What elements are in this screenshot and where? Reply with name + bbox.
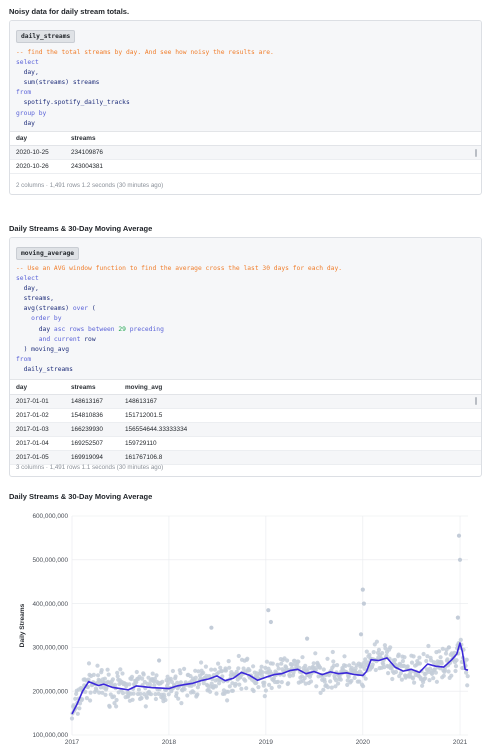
- scatter-point: [353, 676, 357, 680]
- column-header[interactable]: day: [16, 384, 28, 391]
- column-header[interactable]: streams: [71, 384, 96, 391]
- scatter-point: [166, 681, 170, 685]
- scatter-point: [237, 654, 241, 658]
- code-token: asc rows between: [53, 325, 119, 333]
- scatter-point: [138, 692, 142, 696]
- scatter-point: [185, 693, 189, 697]
- code-line: [16, 355, 342, 365]
- sql-code[interactable]: [16, 48, 274, 129]
- scatter-point: [305, 637, 309, 641]
- scatter-point: [214, 684, 218, 688]
- scatter-point: [394, 670, 398, 674]
- query-name-tag[interactable]: moving_average: [16, 247, 79, 260]
- scatter-point: [152, 683, 156, 687]
- scatter-point: [300, 655, 304, 659]
- scatter-point: [225, 698, 229, 702]
- scatter-point: [209, 626, 213, 630]
- code-line: [16, 335, 342, 345]
- y-tick-label: 500,000,000: [32, 557, 68, 564]
- scatter-point: [176, 697, 180, 701]
- scatter-point: [325, 657, 329, 661]
- scatter-point: [120, 671, 124, 675]
- code-token: daily_streams: [16, 365, 73, 373]
- sql-code[interactable]: [16, 264, 342, 375]
- y-tick-label: 600,000,000: [32, 513, 68, 521]
- scatter-point: [89, 691, 93, 695]
- scatter-point: [142, 672, 146, 676]
- code-token: sum(streams) streams: [16, 79, 100, 87]
- scatter-point: [437, 649, 441, 653]
- y-tick-label: 200,000,000: [32, 688, 68, 696]
- scatter-point: [100, 668, 104, 672]
- scatter-point: [445, 657, 449, 661]
- query-cell-moving-average[interactable]: [9, 237, 482, 477]
- scatter-point: [263, 694, 267, 698]
- scatter-point: [103, 677, 107, 681]
- code-token: day,: [16, 285, 39, 293]
- scatter-point: [106, 668, 110, 672]
- code-token: day: [16, 325, 54, 333]
- scatter-point: [383, 646, 387, 650]
- code-line: [16, 68, 274, 78]
- scatter-point: [231, 689, 235, 693]
- table-cell: 166239930: [71, 426, 103, 433]
- scatter-point: [423, 676, 427, 680]
- scatter-point: [412, 654, 416, 658]
- scatter-point: [227, 666, 231, 670]
- scatter-point: [160, 680, 164, 684]
- scatter-point: [88, 698, 92, 702]
- scatter-point: [335, 663, 339, 667]
- scatter-point: [92, 673, 96, 677]
- scatter-point: [127, 682, 131, 686]
- table-cell: 159729110: [125, 440, 157, 447]
- table-row[interactable]: [10, 160, 481, 174]
- code-line: [16, 88, 274, 98]
- scatter-point: [401, 659, 405, 663]
- scatter-point: [214, 692, 218, 696]
- scatter-point: [399, 671, 403, 675]
- scatter-point: [213, 668, 217, 672]
- scatter-point: [464, 671, 468, 675]
- x-tick-label: 2018: [161, 739, 177, 746]
- table-cell: 243004381: [71, 163, 103, 170]
- scatter-point: [140, 696, 144, 700]
- x-tick-label: 2021: [452, 739, 468, 746]
- scatter-point: [447, 645, 451, 649]
- scatter-point: [154, 697, 158, 701]
- scatter-point: [174, 674, 178, 678]
- code-token: -- find the total streams by day. And see how noisy the results are.: [16, 49, 274, 56]
- table-cell: 2017-01-03: [16, 426, 49, 433]
- table-cell: 169919094: [71, 454, 103, 461]
- scatter-point: [365, 650, 369, 654]
- table-header: [10, 132, 481, 146]
- scatter-point: [252, 689, 256, 693]
- result-footer: 3 columns · 1,491 rows 1.1 seconds (30 minutes ago): [16, 464, 164, 471]
- scatter-point: [224, 668, 228, 672]
- scatter-point: [309, 679, 313, 683]
- scatter-point: [285, 658, 289, 662]
- scatter-point: [455, 658, 459, 662]
- scatter-point: [108, 705, 112, 709]
- scatter-point: [171, 669, 175, 673]
- scatter-point: [131, 698, 135, 702]
- scatter-point: [114, 704, 118, 708]
- scatter-point: [314, 684, 318, 688]
- scatter-points: [70, 534, 470, 721]
- code-token: from: [16, 355, 32, 363]
- scatter-point: [135, 670, 139, 674]
- scatter-point: [377, 648, 381, 652]
- scatter-point: [397, 653, 401, 657]
- scatter-point: [330, 686, 334, 690]
- scatter-point: [434, 671, 438, 675]
- code-token: row: [84, 335, 96, 343]
- table-cell: 148613167: [125, 398, 157, 405]
- scatter-point: [441, 647, 445, 651]
- x-tick-label: 2017: [64, 739, 80, 746]
- code-line: [16, 294, 342, 304]
- scatter-point: [361, 684, 365, 688]
- scatter-point: [151, 672, 155, 676]
- scatter-point: [384, 654, 388, 658]
- scatter-point: [454, 664, 458, 668]
- scatter-point: [154, 673, 158, 677]
- table-header: [10, 381, 481, 395]
- scatter-point: [328, 679, 332, 683]
- scatter-point: [418, 661, 422, 665]
- table-cell: 148613167: [71, 398, 103, 405]
- code-editor[interactable]: [10, 238, 481, 380]
- result-scrollbar[interactable]: [475, 149, 477, 157]
- scatter-point: [339, 678, 343, 682]
- scatter-point: [344, 664, 348, 668]
- scatter-point: [402, 655, 406, 659]
- scatter-point: [130, 675, 134, 679]
- scatter-point: [112, 694, 116, 698]
- code-token: -- Use an AVG window function to find the average cross the last 30 days for each day.: [16, 265, 343, 272]
- table-cell: 156554644.33333334: [125, 426, 188, 433]
- result-table: [10, 132, 481, 174]
- code-line: [16, 325, 342, 335]
- code-line: [16, 109, 274, 119]
- scatter-point: [194, 676, 198, 680]
- code-line: [16, 58, 274, 68]
- scatter-point: [465, 683, 469, 687]
- scatter-point: [264, 688, 268, 692]
- scatter-point: [243, 679, 247, 683]
- scatter-point: [458, 558, 462, 562]
- section-title-chart: Daily Streams & 30-Day Moving Average: [9, 492, 153, 501]
- table-row[interactable]: [10, 451, 481, 465]
- scatter-point: [239, 687, 243, 691]
- code-token: day: [16, 119, 35, 127]
- code-line: [16, 98, 274, 108]
- table-cell: 2017-01-01: [16, 398, 49, 405]
- scatter-point: [449, 674, 453, 678]
- table-row[interactable]: [10, 409, 481, 423]
- scatter-point: [107, 673, 111, 677]
- scatter-point: [286, 681, 290, 685]
- code-line: [16, 119, 274, 129]
- scatter-point: [201, 671, 205, 675]
- code-token: ) moving_avg: [16, 345, 70, 353]
- scatter-point: [412, 681, 416, 685]
- scatter-point: [111, 677, 115, 681]
- streams-chart: [0, 506, 484, 753]
- code-line: [16, 304, 342, 314]
- code-line: [16, 48, 274, 58]
- scatter-point: [197, 682, 201, 686]
- scatter-point: [422, 652, 426, 656]
- code-line: [16, 345, 342, 355]
- table-cell: 2017-01-02: [16, 412, 49, 419]
- scatter-point: [265, 660, 269, 664]
- scatter-point: [466, 674, 470, 678]
- y-tick-label: 400,000,000: [32, 600, 68, 608]
- scatter-point: [271, 662, 275, 666]
- scatter-point: [440, 661, 444, 665]
- scatter-point: [144, 704, 148, 708]
- scatter-point: [195, 692, 199, 696]
- code-token: day,: [16, 69, 39, 77]
- scatter-point: [163, 698, 167, 702]
- scatter-point: [411, 676, 415, 680]
- scatter-point: [364, 677, 368, 681]
- scatter-point: [453, 669, 457, 673]
- scatter-point: [386, 671, 390, 675]
- scatter-point: [149, 692, 153, 696]
- table-cell: 2020-10-25: [16, 149, 49, 156]
- scatter-point: [87, 661, 91, 665]
- scatter-point: [388, 645, 392, 649]
- query-name-tag[interactable]: daily_streams: [16, 30, 75, 43]
- code-token: group by: [16, 109, 47, 117]
- scatter-point: [199, 660, 203, 664]
- scatter-point: [312, 661, 316, 665]
- scatter-point: [234, 682, 238, 686]
- code-token: avg(streams): [16, 305, 73, 313]
- code-token: 29: [118, 325, 126, 333]
- query-cell-daily-streams[interactable]: [9, 20, 482, 195]
- scatter-point: [277, 685, 281, 689]
- scatter-point: [459, 638, 463, 642]
- scatter-point: [442, 674, 446, 678]
- scatter-point: [254, 681, 258, 685]
- scatter-point: [374, 668, 378, 672]
- scatter-point: [313, 651, 317, 655]
- scatter-point: [347, 675, 351, 679]
- scatter-point: [192, 690, 196, 694]
- scatter-point: [380, 651, 384, 655]
- table-cell: 234109876: [71, 149, 103, 156]
- scatter-point: [145, 696, 149, 700]
- scatter-point: [183, 687, 187, 691]
- table-row[interactable]: [10, 437, 481, 451]
- scatter-point: [227, 659, 231, 663]
- code-token: over: [72, 305, 89, 313]
- y-axis-label: Daily Streams: [19, 603, 26, 648]
- scatter-point: [70, 716, 74, 720]
- scatter-point: [261, 670, 265, 674]
- scatter-point: [269, 620, 273, 624]
- scatter-point: [390, 677, 394, 681]
- scatter-point: [216, 662, 220, 666]
- scatter-point: [148, 682, 152, 686]
- scatter-point: [359, 632, 363, 636]
- scatter-point: [331, 659, 335, 663]
- scatter-point: [342, 654, 346, 658]
- scatter-point: [322, 667, 326, 671]
- scatter-point: [276, 680, 280, 684]
- code-token: select: [16, 275, 39, 283]
- scatter-point: [244, 686, 248, 690]
- y-tick-label: 100,000,000: [32, 732, 68, 740]
- code-token: preceding: [125, 325, 164, 333]
- scatter-point: [321, 688, 325, 692]
- code-token: spotify.spotify_daily_tracks: [16, 99, 130, 107]
- scatter-point: [323, 680, 327, 684]
- scatter-point: [349, 679, 353, 683]
- table-cell: 161767106.8: [125, 454, 163, 461]
- scatter-point: [256, 685, 260, 689]
- scatter-point: [175, 691, 179, 695]
- x-tick-label: 2020: [355, 739, 370, 746]
- scatter-point: [447, 669, 451, 673]
- scatter-point: [465, 658, 469, 662]
- code-token: (: [88, 305, 96, 313]
- scatter-point: [209, 668, 213, 672]
- table-cell: 151712001.5: [125, 412, 163, 419]
- scatter-point: [236, 666, 240, 670]
- scatter-point: [179, 701, 183, 705]
- scatter-point: [400, 678, 404, 682]
- scatter-point: [331, 650, 335, 654]
- scatter-point: [103, 693, 107, 697]
- scatter-point: [457, 534, 461, 538]
- scatter-point: [95, 664, 99, 668]
- table-cell: 169252507: [71, 440, 103, 447]
- column-header[interactable]: day: [16, 135, 28, 142]
- scatter-point: [132, 692, 136, 696]
- result-table: [10, 381, 481, 465]
- code-token: streams,: [16, 295, 54, 303]
- scatter-point: [179, 680, 183, 684]
- scatter-point: [435, 680, 439, 684]
- scatter-point: [361, 588, 365, 592]
- section-title-noisy: Noisy data for daily stream totals.: [9, 7, 130, 16]
- section-title-moving-average: Daily Streams & 30-Day Moving Average: [9, 224, 153, 233]
- scatter-point: [431, 676, 435, 680]
- scatter-point: [296, 660, 300, 664]
- table-row[interactable]: [10, 395, 481, 409]
- y-tick-label: 300,000,000: [32, 644, 68, 652]
- scatter-point: [439, 655, 443, 659]
- code-token: order by: [16, 315, 62, 323]
- scatter-point: [140, 677, 144, 681]
- scatter-point: [182, 667, 186, 671]
- code-token: and current: [16, 335, 85, 343]
- scatter-point: [336, 681, 340, 685]
- scatter-point: [247, 668, 251, 672]
- code-token: select: [16, 59, 39, 67]
- scatter-point: [208, 690, 212, 694]
- scatter-point: [96, 673, 100, 677]
- scatter-point: [251, 664, 255, 668]
- scatter-point: [262, 681, 266, 685]
- code-line: [16, 365, 342, 375]
- table-cell: 154810836: [71, 412, 103, 419]
- scatter-point: [424, 659, 428, 663]
- code-line: [16, 274, 342, 284]
- table-cell: 2017-01-04: [16, 440, 49, 447]
- scatter-point: [276, 663, 280, 667]
- scatter-point: [157, 658, 161, 662]
- column-header[interactable]: moving_avg: [125, 384, 163, 391]
- scatter-point: [76, 712, 80, 716]
- x-tick-label: 2019: [258, 739, 273, 746]
- scatter-point: [204, 665, 208, 669]
- code-line: [16, 264, 342, 274]
- scatter-point: [266, 608, 270, 612]
- table-row[interactable]: [10, 146, 481, 160]
- scatter-point: [277, 666, 281, 670]
- scatter-point: [456, 616, 460, 620]
- table-cell: 2017-01-05: [16, 454, 49, 461]
- scatter-point: [393, 658, 397, 662]
- scatter-point: [178, 671, 182, 675]
- scatter-point: [237, 683, 241, 687]
- scatter-point: [318, 666, 322, 670]
- code-line: [16, 284, 342, 294]
- result-scrollbar[interactable]: [475, 397, 477, 405]
- scatter-point: [426, 644, 430, 648]
- scatter-point: [420, 684, 424, 688]
- scatter-point: [260, 665, 264, 669]
- scatter-point: [362, 602, 366, 606]
- scatter-point: [245, 657, 249, 661]
- scatter-point: [367, 653, 371, 657]
- code-token: from: [16, 89, 32, 97]
- code-line: [16, 78, 274, 88]
- scatter-point: [372, 650, 376, 654]
- scatter-point: [121, 691, 125, 695]
- scatter-point: [371, 662, 375, 666]
- table-row[interactable]: [10, 423, 481, 437]
- scatter-point: [279, 662, 283, 666]
- code-line: [16, 314, 342, 324]
- scatter-point: [137, 688, 141, 692]
- code-editor[interactable]: [10, 21, 481, 132]
- column-header[interactable]: streams: [71, 135, 96, 142]
- scatter-point: [427, 678, 431, 682]
- scatter-point: [417, 656, 421, 660]
- scatter-point: [270, 686, 274, 690]
- scatter-point: [77, 706, 81, 710]
- scatter-point: [444, 651, 448, 655]
- scatter-point: [115, 698, 119, 702]
- scatter-point: [226, 690, 230, 694]
- scatter-point: [375, 640, 379, 644]
- scatter-point: [118, 667, 122, 671]
- table-cell: 2020-10-26: [16, 163, 49, 170]
- scatter-point: [410, 661, 414, 665]
- scatter-point: [326, 685, 330, 689]
- result-footer: 2 columns · 1,491 rows 1.2 seconds (30 minutes ago): [16, 182, 164, 189]
- scatter-point: [280, 680, 284, 684]
